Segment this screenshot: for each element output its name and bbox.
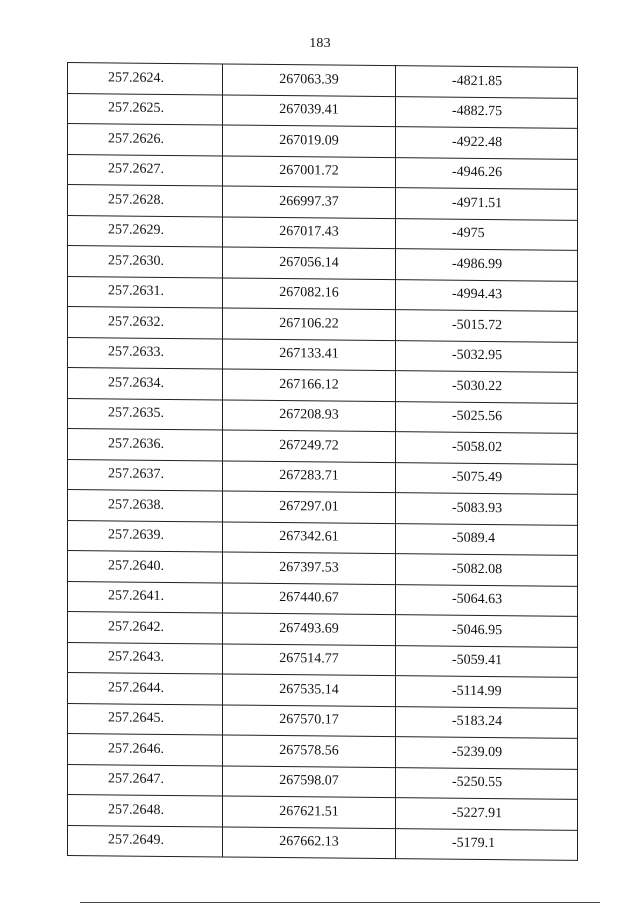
x-coordinate-cell: 267017.43 bbox=[223, 216, 396, 248]
x-coordinate-cell: 267440.67 bbox=[223, 582, 396, 614]
y-coordinate-cell: -5075.49 bbox=[396, 462, 578, 494]
x-coordinate-cell: 267570.17 bbox=[223, 704, 396, 736]
x-coordinate-cell: 267106.22 bbox=[223, 308, 396, 340]
y-coordinate-cell: -5179.1 bbox=[396, 828, 578, 860]
x-coordinate-cell: 267342.61 bbox=[223, 521, 396, 553]
y-coordinate-cell: -4821.85 bbox=[396, 66, 578, 98]
x-coordinate-cell: 267082.16 bbox=[223, 277, 396, 309]
y-coordinate-cell: -4922.48 bbox=[396, 127, 578, 159]
point-id-cell: 257.2639. bbox=[68, 520, 223, 552]
table-row bbox=[68, 215, 578, 250]
y-coordinate-cell: -4975 bbox=[396, 218, 578, 250]
x-coordinate-cell: 266997.37 bbox=[223, 186, 396, 218]
table-row bbox=[68, 581, 578, 616]
table-row bbox=[68, 459, 578, 494]
y-coordinate-cell: -4986.99 bbox=[396, 249, 578, 281]
x-coordinate-cell: 267019.09 bbox=[223, 125, 396, 157]
table-row bbox=[68, 93, 578, 128]
point-id-cell: 257.2649. bbox=[68, 825, 223, 857]
point-id-cell: 257.2645. bbox=[68, 703, 223, 735]
table-row bbox=[68, 337, 578, 372]
coordinate-table-body bbox=[68, 63, 578, 861]
point-id-cell: 257.2630. bbox=[68, 246, 223, 278]
y-coordinate-cell: -5058.02 bbox=[396, 432, 578, 464]
x-coordinate-cell: 267249.72 bbox=[223, 430, 396, 462]
x-coordinate-cell: 267063.39 bbox=[223, 64, 396, 96]
y-coordinate-cell: -5032.95 bbox=[396, 340, 578, 372]
y-coordinate-cell: -5059.41 bbox=[396, 645, 578, 677]
point-id-cell: 257.2632. bbox=[68, 307, 223, 339]
y-coordinate-cell: -5015.72 bbox=[396, 310, 578, 342]
x-coordinate-cell: 267166.12 bbox=[223, 369, 396, 401]
point-id-cell: 257.2642. bbox=[68, 612, 223, 644]
x-coordinate-cell: 267039.41 bbox=[223, 94, 396, 126]
table-row bbox=[68, 764, 578, 799]
x-coordinate-cell: 267397.53 bbox=[223, 552, 396, 584]
point-id-cell: 257.2626. bbox=[68, 124, 223, 156]
x-coordinate-cell: 267001.72 bbox=[223, 155, 396, 187]
x-coordinate-cell: 267297.01 bbox=[223, 491, 396, 523]
x-coordinate-cell: 267598.07 bbox=[223, 765, 396, 797]
x-coordinate-cell: 267056.14 bbox=[223, 247, 396, 279]
point-id-cell: 257.2624. bbox=[68, 63, 223, 95]
table-row bbox=[68, 63, 578, 98]
point-id-cell: 257.2637. bbox=[68, 459, 223, 491]
table-row bbox=[68, 185, 578, 220]
point-id-cell: 257.2646. bbox=[68, 734, 223, 766]
table-row bbox=[68, 398, 578, 433]
table-row bbox=[68, 276, 578, 311]
x-coordinate-cell: 267514.77 bbox=[223, 643, 396, 675]
point-id-cell: 257.2631. bbox=[68, 276, 223, 308]
table-row bbox=[68, 612, 578, 647]
y-coordinate-cell: -5183.24 bbox=[396, 706, 578, 738]
x-coordinate-cell: 267621.51 bbox=[223, 796, 396, 828]
point-id-cell: 257.2627. bbox=[68, 154, 223, 186]
point-id-cell: 257.2634. bbox=[68, 368, 223, 400]
x-coordinate-cell: 267493.69 bbox=[223, 613, 396, 645]
table-row bbox=[68, 490, 578, 525]
y-coordinate-cell: -5030.22 bbox=[396, 371, 578, 403]
point-id-cell: 257.2638. bbox=[68, 490, 223, 522]
x-coordinate-cell: 267133.41 bbox=[223, 338, 396, 370]
table-row bbox=[68, 307, 578, 342]
y-coordinate-cell: -5239.09 bbox=[396, 737, 578, 769]
table-row bbox=[68, 734, 578, 769]
point-id-cell: 257.2647. bbox=[68, 764, 223, 796]
table-row bbox=[68, 795, 578, 830]
point-id-cell: 257.2636. bbox=[68, 429, 223, 461]
y-coordinate-cell: -5046.95 bbox=[396, 615, 578, 647]
y-coordinate-cell: -4946.26 bbox=[396, 157, 578, 189]
table-row bbox=[68, 246, 578, 281]
point-id-cell: 257.2643. bbox=[68, 642, 223, 674]
x-coordinate-cell: 267578.56 bbox=[223, 735, 396, 767]
point-id-cell: 257.2633. bbox=[68, 337, 223, 369]
y-coordinate-cell: -4994.43 bbox=[396, 279, 578, 311]
table-row bbox=[68, 825, 578, 860]
table-row bbox=[68, 642, 578, 677]
y-coordinate-cell: -5025.56 bbox=[396, 401, 578, 433]
point-id-cell: 257.2641. bbox=[68, 581, 223, 613]
y-coordinate-cell: -5227.91 bbox=[396, 798, 578, 830]
table-row bbox=[68, 551, 578, 586]
y-coordinate-cell: -4971.51 bbox=[396, 188, 578, 220]
table-row bbox=[68, 154, 578, 189]
x-coordinate-cell: 267535.14 bbox=[223, 674, 396, 706]
y-coordinate-cell: -5089.4 bbox=[396, 523, 578, 555]
point-id-cell: 257.2628. bbox=[68, 185, 223, 217]
point-id-cell: 257.2635. bbox=[68, 398, 223, 430]
point-id-cell: 257.2644. bbox=[68, 673, 223, 705]
coordinate-table bbox=[67, 62, 578, 861]
y-coordinate-cell: -5082.08 bbox=[396, 554, 578, 586]
point-id-cell: 257.2629. bbox=[68, 215, 223, 247]
table-row bbox=[68, 368, 578, 403]
y-coordinate-cell: -5083.93 bbox=[396, 493, 578, 525]
point-id-cell: 257.2625. bbox=[68, 93, 223, 125]
point-id-cell: 257.2640. bbox=[68, 551, 223, 583]
page-number: 183 bbox=[309, 36, 331, 51]
y-coordinate-cell: -5114.99 bbox=[396, 676, 578, 708]
table-row bbox=[68, 124, 578, 159]
bottom-rule bbox=[80, 902, 600, 903]
x-coordinate-cell: 267208.93 bbox=[223, 399, 396, 431]
y-coordinate-cell: -4882.75 bbox=[396, 96, 578, 128]
table-row bbox=[68, 520, 578, 555]
point-id-cell: 257.2648. bbox=[68, 795, 223, 827]
y-coordinate-cell: -5250.55 bbox=[396, 767, 578, 799]
x-coordinate-cell: 267662.13 bbox=[223, 826, 396, 858]
x-coordinate-cell: 267283.71 bbox=[223, 460, 396, 492]
table-row bbox=[68, 673, 578, 708]
table-row bbox=[68, 429, 578, 464]
y-coordinate-cell: -5064.63 bbox=[396, 584, 578, 616]
table-row bbox=[68, 703, 578, 738]
